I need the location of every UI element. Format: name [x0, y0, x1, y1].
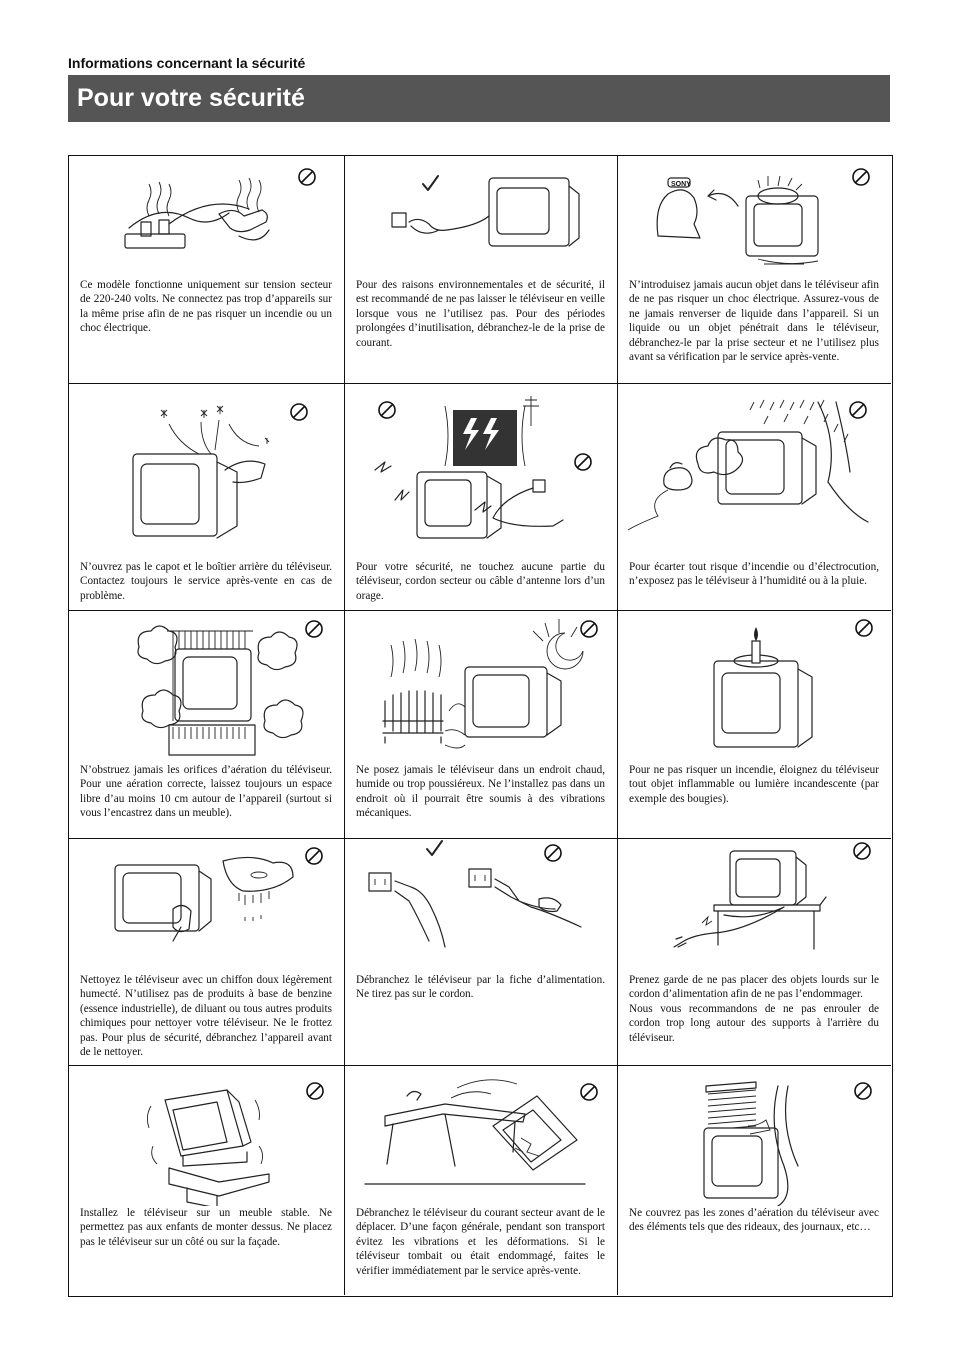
safety-cell-transport — [345, 1066, 617, 1294]
sony-logo: SONY — [671, 181, 691, 188]
safety-text: Installez le téléviseur sur un meuble stable. Ne permettez pas aux enfants de monter dessus. Ne placez pas le téléviseur sur un côté ou sur la façade. — [80, 1207, 332, 1248]
safety-text: Pour votre sécurité, ne touchez aucune partie du téléviseur, cordon secteur ou câble d’antenne lors d’un orage. — [356, 561, 605, 602]
plug-handling-illustration — [345, 839, 617, 969]
safety-text: Ne couvrez pas les zones d’aération du téléviseur avec des éléments tels que des rideaux, des journaux, etc… — [629, 1207, 879, 1234]
safety-cell-ventilation — [69, 611, 344, 838]
safety-cell-unplug — [345, 839, 617, 1065]
tv-unstable-illustration — [69, 1066, 344, 1206]
safety-cell-storm — [345, 384, 617, 610]
safety-text: Ne posez jamais le téléviseur dans un endroit chaud, humide ou trop poussiéreux. Ne l’installez pas dans un endroit où il pourrait être soumis à des vibrations mécaniques. — [356, 764, 605, 820]
safety-cell-stable — [69, 1066, 344, 1294]
power-strip-illustration — [69, 156, 344, 276]
safety-text: Prenez garde de ne pas placer des objets lourds sur le cordon d’alimentation afin de ne pas l’endommager. Nous vous recommandons de ne pas enrouler de cordon trop long autour des supports à l'arrière du téléviseur. — [629, 974, 879, 1044]
safety-cell-liquids — [618, 156, 891, 383]
safety-cell-covering — [618, 1066, 891, 1294]
tv-humidity-illustration — [618, 384, 891, 559]
safety-text: N’obstruez jamais les orifices d’aération du téléviseur. Pour une aération correcte, laissez toujours un espace libre d’au moins 10 cm autour de l’appareil (surtout si vous l’encastrez dans un meuble). — [80, 764, 332, 820]
tv-falling-illustration — [345, 1066, 617, 1206]
tv-heat-illustration — [345, 611, 617, 761]
safety-cell-cord — [618, 839, 891, 1065]
safety-text: Nettoyez le téléviseur avec un chiffon doux légèrement humecté. N’utilisez pas de produits à base de benzine (essence industrielle), de diluant ou tous autres produits chimiques pour nettoyer votre téléviseur. Ne le frottez pas. Pour plus de sécurité, débranchez l’appareil avant de le nettoyer. — [80, 974, 332, 1059]
tv-cord-illustration — [618, 839, 891, 969]
tv-candle-illustration — [618, 611, 891, 761]
section-label: Informations concernant la sécurité — [68, 55, 306, 71]
tv-storm-illustration — [345, 384, 617, 559]
tv-covered-illustration — [618, 1066, 891, 1206]
safety-text: Ce modèle fonctionne uniquement sur tension secteur de 220-240 volts. Ne connectez pas trop d’appareils sur la même prise afin de ne pas risquer un incendie ou un choc électrique. — [80, 279, 332, 335]
tv-ventilation-illustration — [69, 611, 344, 761]
safety-cell-candles — [618, 611, 891, 838]
safety-cell-voltage — [69, 156, 344, 383]
safety-text: Débranchez le téléviseur par la fiche d’alimentation. Ne tirez pas sur le cordon. — [356, 974, 605, 1001]
tv-cleaning-illustration — [69, 839, 344, 969]
safety-text: N’ouvrez pas le capot et le boîtier arrière du téléviseur. Contactez toujours le service après-vente en cas de problème. — [80, 561, 332, 602]
safety-text: Débranchez le téléviseur du courant secteur avant de le déplacer. D’une façon générale, pendant son transport évitez les vibrations et les déformations. Si le téléviseur tombait ou était endommagé, faites le vérifier immédiatement par le service après-vente. — [356, 1207, 605, 1277]
safety-cell-humidity — [618, 384, 891, 610]
safety-text: Pour écarter tout risque d’incendie ou d’électrocution, n’exposez pas le téléviseur à l’humidité ou à la pluie. — [629, 561, 879, 588]
tv-open-case-illustration — [69, 384, 344, 559]
title-bar — [68, 75, 890, 122]
page-title: Pour votre sécurité — [77, 84, 305, 112]
safety-cell-heat — [345, 611, 617, 838]
safety-text: Pour des raisons environnementales et de sécurité, il est recommandé de ne pas laisser le téléviseur en veille lorsque vous ne l’utilisez pas. Pour des périodes prolongées d’inutilisation, débranchez-le de la prise de courant. — [356, 279, 605, 349]
safety-cell-cleaning — [69, 839, 344, 1065]
tv-unplug-illustration — [345, 156, 617, 276]
safety-text: N’introduisez jamais aucun objet dans le téléviseur afin de ne pas risquer un choc électrique. Assurez-vous de ne jamais renverser de liquide dans l’appareil. Si un liquide ou un objet pénétrait dans le téléviseur, débranchez-le par la prise secteur et ne l’utilisez plus avant sa vérification par le service après-vente. — [629, 279, 879, 364]
safety-cell-open-case — [69, 384, 344, 610]
tv-liquid-illustration — [618, 156, 891, 276]
safety-grid — [68, 155, 893, 1297]
safety-text: Pour ne pas risquer un incendie, éloignez du téléviseur tout objet inflammable ou lumière incandescente (par exemple des bougies). — [629, 764, 879, 805]
safety-cell-standby — [345, 156, 617, 383]
